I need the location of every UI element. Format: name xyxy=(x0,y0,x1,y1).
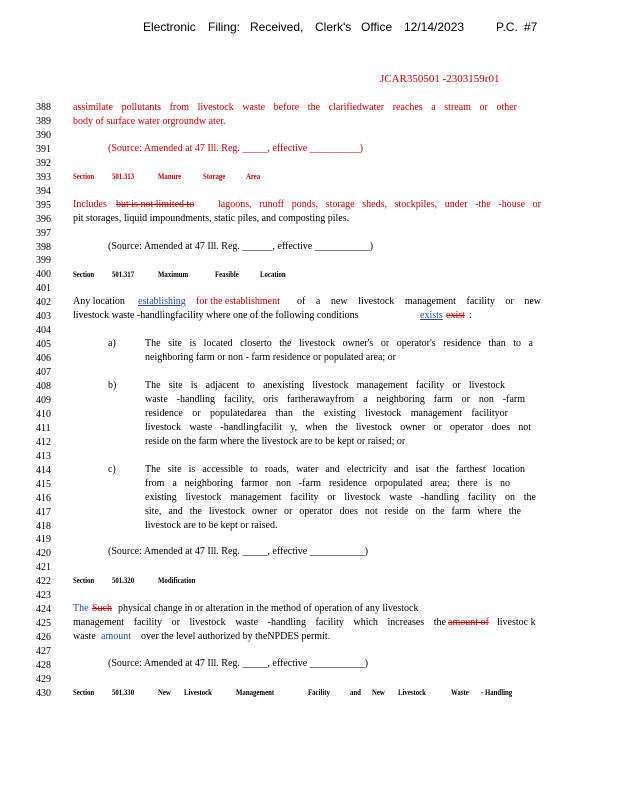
line-number: 410 xyxy=(36,408,51,420)
item-b-line-1: The site is adjacent to anexisting livestock management facility or livestock xyxy=(145,380,505,391)
line-number: 395 xyxy=(36,199,51,211)
line-number: 421 xyxy=(36,562,51,574)
line-number: 402 xyxy=(36,297,51,309)
line-number: 393 xyxy=(36,171,51,183)
line-number: 390 xyxy=(36,129,51,141)
header-received: Received, xyxy=(250,20,304,34)
line-number: 401 xyxy=(36,283,51,295)
item-c-line-5: livestock are to be kept or raised. xyxy=(145,520,278,531)
jcar-code: JCAR350501 -2303159r01 xyxy=(380,73,500,85)
inserted-text: exists xyxy=(420,310,443,321)
header-electronic: Electronic xyxy=(143,20,196,34)
line-number: 419 xyxy=(36,534,51,546)
line-426-start: waste xyxy=(73,631,96,642)
section-number: 501.317 xyxy=(112,270,135,279)
section-title-word: New xyxy=(372,688,385,697)
line-number: 396 xyxy=(36,213,51,225)
line-number: 423 xyxy=(36,590,51,602)
line-number: 420 xyxy=(36,548,51,560)
section-label: Section xyxy=(73,576,95,585)
line-number: 429 xyxy=(36,673,51,685)
item-a-line-1: The site is located closerto the livestock owner's or operator's residence than to a xyxy=(145,338,533,349)
header-office: Office xyxy=(361,20,393,34)
section-title-word: Storage xyxy=(203,172,226,181)
section-title-word: and xyxy=(350,688,361,697)
line-395-start: Includes xyxy=(73,199,107,210)
line-number: 403 xyxy=(36,311,51,323)
deleted-text: but is not limited to xyxy=(116,199,195,210)
item-b-line-2: waste -handling facility, oris fartherawayfrom a neighboring farm or non -farm xyxy=(145,394,525,405)
line-number: 415 xyxy=(36,478,51,490)
line-number: 400 xyxy=(36,269,51,281)
item-label-a: a) xyxy=(108,338,116,349)
section-title-word: Facility xyxy=(308,688,330,697)
line-425-start: management facility or livestock waste -handling facility which increases the xyxy=(73,617,446,628)
line-number: 399 xyxy=(36,255,51,267)
line-number: 427 xyxy=(36,646,51,658)
line-403-start: livestock waste -handlingfacility where one of the following conditions xyxy=(73,310,359,321)
section-title-word: New xyxy=(158,688,171,697)
deleted-text: amount of xyxy=(448,617,489,628)
item-c-line-2: from a neighboring farmor non -farm residence orpopulated area; there is no xyxy=(145,478,510,489)
source-note-398: (Source: Amended at 47 Ill. Reg. ______, effective ___________) xyxy=(108,241,374,252)
item-c-line-4: site, and the livestock owner or operator does not reside on the farm where the xyxy=(145,506,521,517)
deleted-text: Such xyxy=(92,603,112,614)
line-403-colon: : xyxy=(469,310,472,321)
inserted-text: amount xyxy=(101,631,131,642)
line-number: 422 xyxy=(36,576,51,588)
line-396: pit storages, liquid impoundments, static piles, and composting piles. xyxy=(73,213,350,224)
section-title-word: Modification xyxy=(158,576,196,585)
line-number: 389 xyxy=(36,115,51,127)
section-title-word: Livestock xyxy=(184,688,212,697)
line-395-end: lagoons, runoff ponds, storage sheds, stockpiles, under -the -house or xyxy=(218,199,541,210)
header-pc: P.C. xyxy=(496,20,518,34)
item-a-line-2: neighboring farm or non - farm residence or populated area; or xyxy=(145,352,397,363)
line-number: 405 xyxy=(36,339,51,351)
line-number: 392 xyxy=(36,157,51,169)
line-number: 417 xyxy=(36,506,51,518)
section-title-word: Livestock xyxy=(398,688,426,697)
line-number: 414 xyxy=(36,464,51,476)
header-date: 12/14/2023 xyxy=(404,20,465,34)
line-number: 391 xyxy=(36,143,51,155)
header-clerks: Clerk's xyxy=(315,20,352,34)
line-number: 428 xyxy=(36,660,51,671)
header-pc-number: #7 xyxy=(524,20,538,34)
line-number: 394 xyxy=(36,185,51,197)
item-b-line-3: residence or populatedarea than the existing livestock management facilityor xyxy=(145,408,508,419)
line-number: 398 xyxy=(36,241,51,253)
section-title-word: - Handling xyxy=(481,688,513,697)
section-title-word: Waste xyxy=(451,688,469,697)
line-number: 407 xyxy=(36,367,51,379)
line-number: 409 xyxy=(36,394,51,406)
section-title-word: Maximum xyxy=(158,270,189,279)
item-label-c: c) xyxy=(108,464,116,475)
line-425-end: livestoc k xyxy=(497,617,536,628)
section-number: 501.320 xyxy=(112,576,135,585)
section-number: 501.313 xyxy=(112,172,135,181)
line-426-end: over the level authorized by theNPDES permit. xyxy=(141,631,331,642)
source-note-420: (Source: Amended at 47 Ill. Reg. _____, effective ___________) xyxy=(108,546,369,557)
line-402-start: Any location xyxy=(73,296,125,307)
line-number: 411 xyxy=(36,422,51,434)
section-label: Section xyxy=(73,688,95,697)
line-number: 426 xyxy=(36,632,51,644)
line-number: 406 xyxy=(36,353,51,365)
inserted-text: The xyxy=(73,603,89,614)
line-number: 388 xyxy=(36,102,51,113)
line-424-end: physical change in or alteration in the method of operation of any livestock xyxy=(118,603,419,614)
inserted-text: establishing xyxy=(138,296,186,307)
source-note-391: (Source: Amended at 47 Ill. Reg. _____, effective __________) xyxy=(108,143,364,154)
item-c-line-1: The site is accessible to roads, water and electricity and isat the farthest location xyxy=(145,464,525,475)
line-402-end: of a new livestock management facility or new xyxy=(297,296,541,307)
section-label: Section xyxy=(73,172,95,181)
line-number: 425 xyxy=(36,618,51,630)
deleted-text: exist xyxy=(446,310,465,321)
line-number: 413 xyxy=(36,450,51,462)
section-label: Section xyxy=(73,270,95,279)
section-title-word: Location xyxy=(260,270,286,279)
item-c-line-3: existing livestock management facility or livestock waste -handling facility on the xyxy=(145,492,536,503)
item-label-b: b) xyxy=(108,380,117,391)
section-title-word: Management xyxy=(236,688,275,697)
line-number: 408 xyxy=(36,381,51,392)
header-filing: Filing: xyxy=(208,20,241,34)
line-number: 418 xyxy=(36,520,51,532)
section-number: 501.330 xyxy=(112,688,135,697)
line-number: 430 xyxy=(36,687,51,699)
line-389: body of surface water orgroundw ater. xyxy=(73,116,226,127)
section-title-word: Manure xyxy=(158,172,182,181)
item-b-line-5: reside on the farm where the livestock are to be kept or raised; or xyxy=(145,436,406,447)
section-title-word: Feasible xyxy=(215,270,239,279)
line-number: 397 xyxy=(36,227,51,239)
item-b-line-4: livestock waste -handlingfacilit y, when the livestock owner or operator does not xyxy=(145,422,531,433)
line-number: 412 xyxy=(36,436,51,448)
line-number: 404 xyxy=(36,325,51,337)
line-388: assimilate pollutants from livestock waste before the clarifiedwater reaches a stream or other xyxy=(73,102,517,113)
section-title-word: Area xyxy=(246,172,261,181)
line-number: 416 xyxy=(36,492,51,504)
line-number: 424 xyxy=(36,604,51,616)
source-note-428: (Source: Amended at 47 Ill. Reg. _____, effective ___________) xyxy=(108,658,369,669)
deleted-phrase: for the establishment xyxy=(196,296,280,307)
